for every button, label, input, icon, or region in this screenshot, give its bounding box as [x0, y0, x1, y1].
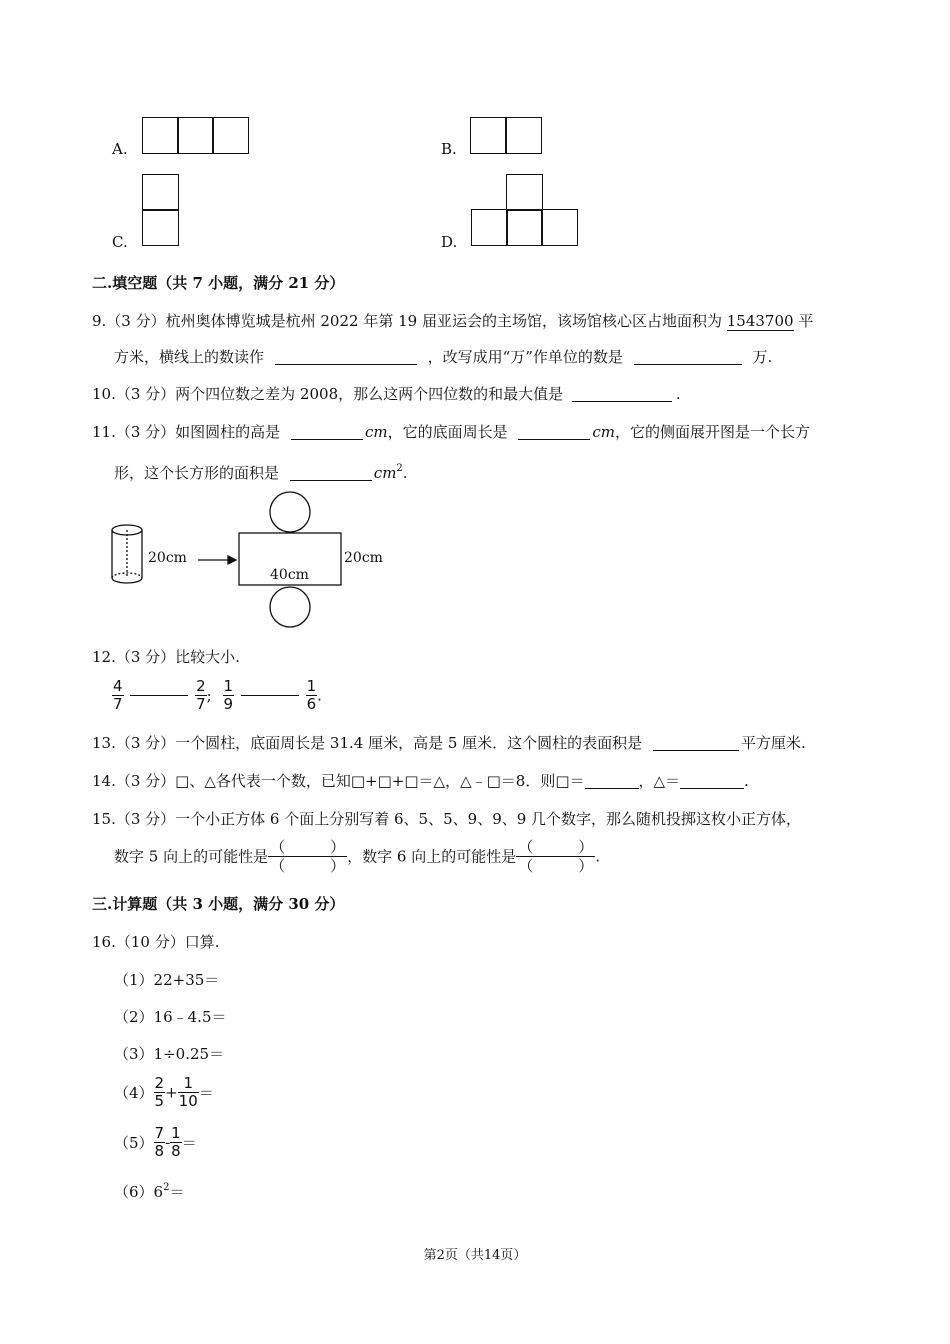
question-12-comparisons: $\frac{4}{7}$ $\frac{2}{7}$ ; $\frac{1}{9}$ $\frac{1}{6}$ .: [113, 677, 322, 713]
section-3-title: 三.计算题（共 3 小题，满分 30 分）: [92, 895, 345, 913]
fraction-2-7: $\frac{2}{7}$: [196, 677, 206, 713]
q16-item-4: （4） $\frac{2}{5}$ + $\frac{1}{10}$ ＝: [114, 1074, 214, 1110]
question-9-line-1: 9.（3 分）杭州奥体博览城是杭州 2022 年第 19 届亚运会的主场馆，该场馆核心区占地面积为 1543700 平: [92, 312, 814, 330]
underlined-number: 1543700: [726, 312, 794, 330]
fraction-1-9: $\frac{1}{9}$: [223, 677, 234, 713]
answer-blank-12b[interactable]: [241, 695, 299, 696]
question-10: 10.（3 分）两个四位数之差为 2008，那么这两个四位数的和最大值是 .: [92, 385, 681, 403]
rectangle-width-label: 40cm: [270, 567, 309, 583]
answer-blank-11a[interactable]: [291, 423, 363, 440]
q16-item-5: （5） $\frac{7}{8}$ - $\frac{1}{8}$ ＝: [114, 1124, 197, 1160]
question-14: 14.（3 分）□、△各代表一个数，已知□+□+□＝△，△﹣□＝8．则□＝ ，△＝ .: [92, 772, 749, 790]
q16-item-6: $(6)6^2=$: [114, 1182, 185, 1201]
answer-fraction-15b[interactable]: （ ） （ ）: [518, 838, 594, 875]
option-b-label: B.: [441, 140, 457, 158]
question-16: 16.（10 分）口算.: [92, 933, 220, 951]
answer-blank-12a[interactable]: [130, 695, 188, 696]
cylinder-shape: [112, 525, 142, 583]
section-2-title: 二.填空题（共 7 小题，满分 21 分）: [92, 274, 345, 292]
fraction-1-6: $\frac{1}{6}$: [306, 677, 317, 713]
q16-item-2: （2）16﹣4.5＝: [114, 1008, 227, 1026]
answer-blank-9b[interactable]: [634, 348, 742, 365]
answer-blank-10[interactable]: [572, 385, 672, 402]
answer-blank-14b[interactable]: [680, 772, 744, 789]
fraction-4-7: $\frac{4}{7}$: [113, 677, 123, 713]
answer-blank-14a[interactable]: [585, 772, 639, 789]
answer-fraction-15a[interactable]: （ ） （ ）: [270, 838, 346, 875]
question-11-line-1: 11.（3 分）如图圆柱的高是 cm，它的底面周长是 cm，它的侧面展开图是一个长方: [92, 423, 811, 441]
question-13: 13.（3 分）一个圆柱，底面周长是 31.4 厘米，高是 5 厘米．这个圆柱的表面积是 平方厘米.: [92, 734, 806, 752]
question-11-line-2: 形，这个长方形的面积是 $cm^2$.: [114, 463, 408, 482]
q16-item-1: （1）22+35＝: [114, 971, 220, 989]
answer-blank-13[interactable]: [653, 734, 739, 751]
question-9-line-2: 方米，横线上的数读作 ，改写成用“万”作单位的数是 万.: [114, 348, 773, 366]
answer-blank-11b[interactable]: [518, 423, 590, 440]
answer-blank-11c[interactable]: [290, 464, 372, 481]
answer-blank-9a[interactable]: [275, 348, 417, 365]
question-15-line-1: 15.（3 分）一个小正方体 6 个面上分别写着 6、5、5、9、9、9 几个数字，那么随机投掷这枚小正方体，: [92, 810, 802, 828]
option-d-label: D.: [441, 233, 458, 251]
option-a-label: A.: [112, 140, 128, 158]
unfolded-net: [239, 492, 341, 627]
rectangle-height-label: 20cm: [344, 550, 383, 566]
q16-item-3: （3）1÷0.25＝: [114, 1045, 225, 1063]
cylinder-height-label: 20cm: [148, 550, 187, 566]
arrow-icon: [198, 556, 236, 564]
page-number-footer: 第2页（共14页）: [423, 1248, 527, 1263]
question-15-line-2: 数字 5 向上的可能性是 （ ） （ ） ，数字 6 向上的可能性是 （ ） （ ） .: [114, 838, 600, 875]
question-12: 12.（3 分）比较大小.: [92, 648, 240, 666]
option-c-label: C.: [112, 233, 128, 251]
